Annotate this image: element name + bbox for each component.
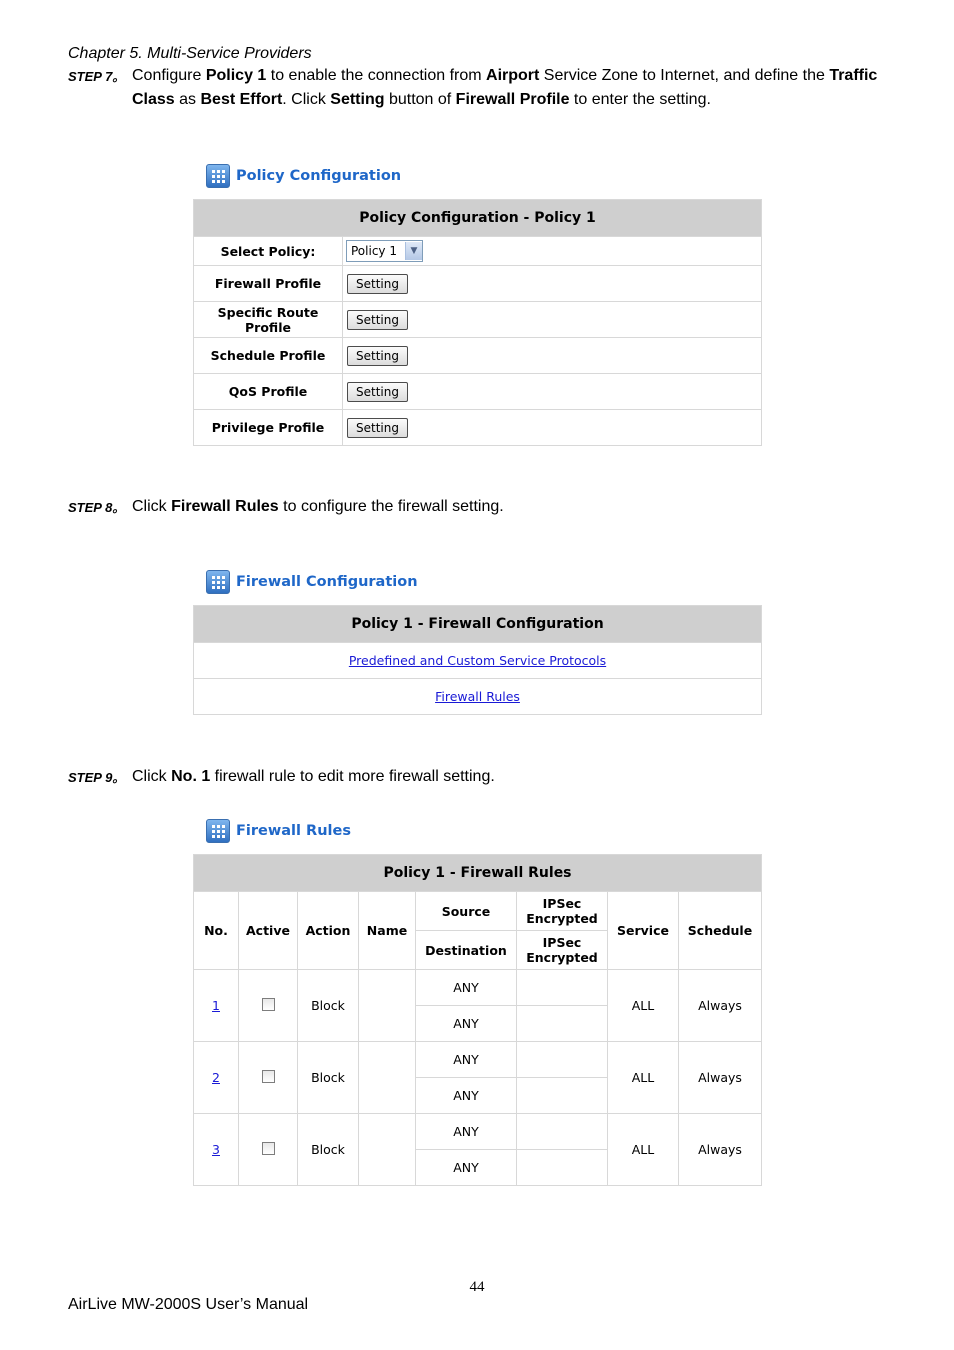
rule-2-action: Block <box>298 1042 359 1114</box>
firewall-config-header: Policy 1 - Firewall Configuration <box>194 606 762 643</box>
rule-3-source: ANY <box>416 1114 517 1150</box>
service-protocols-link[interactable]: Predefined and Custom Service Protocols <box>348 653 607 668</box>
step-9-tag: STEP 9。 <box>68 770 126 785</box>
rule-1-schedule: Always <box>679 970 762 1042</box>
policy-config-title-label: Policy Configuration <box>236 168 402 184</box>
rule-1-ipsec-source <box>517 970 608 1006</box>
chevron-down-icon[interactable]: ▼ <box>405 242 422 260</box>
step-7-tag: STEP 7。 <box>68 69 126 84</box>
step-7-text: Configure Policy 1 to enable the connection from Airport Service Zone to Internet, and define the Traffic Class as Best Effort. Click Setting button of Firewall Profile to enter the setting. <box>132 67 878 108</box>
col-ipsec-source: IPSec Encrypted <box>517 892 608 931</box>
grid-icon <box>206 819 230 843</box>
col-action: Action <box>298 892 359 970</box>
rule-3-destination: ANY <box>416 1150 517 1186</box>
col-active: Active <box>239 892 298 970</box>
rule-1-destination: ANY <box>416 1006 517 1042</box>
firewall-config-panel-title <box>206 570 418 594</box>
schedule-profile-label: Schedule Profile <box>194 338 343 374</box>
policy-config-table <box>193 199 762 446</box>
col-service: Service <box>608 892 679 970</box>
select-policy-label: Select Policy: <box>194 237 343 266</box>
firewall-rules-panel-title <box>206 819 351 843</box>
checkbox-icon[interactable] <box>262 998 275 1011</box>
step-8-text: Click Firewall Rules to configure the firewall setting. <box>132 498 504 515</box>
col-destination: Destination <box>416 931 517 970</box>
rule-3-name <box>359 1114 416 1186</box>
firewall-rules-header: Policy 1 - Firewall Rules <box>194 855 762 892</box>
firewall-config-table <box>193 605 762 715</box>
page-number: 44 <box>469 1279 485 1295</box>
rule-1-source: ANY <box>416 970 517 1006</box>
grid-icon <box>206 164 230 188</box>
rule-1-ipsec-destination <box>517 1006 608 1042</box>
schedule-profile-setting-button[interactable]: Setting <box>347 346 408 366</box>
col-source: Source <box>416 892 517 931</box>
specific-route-profile-setting-button[interactable]: Setting <box>347 310 408 330</box>
step-8-tag: STEP 8。 <box>68 500 126 515</box>
policy-config-panel-title <box>206 164 401 188</box>
rule-2-service: ALL <box>608 1042 679 1114</box>
rule-2-source: ANY <box>416 1042 517 1078</box>
rule-3-ipsec-source <box>517 1114 608 1150</box>
specific-route-profile-label: Specific Route Profile <box>194 302 343 338</box>
rule-2-name <box>359 1042 416 1114</box>
step-8 <box>68 495 898 519</box>
col-ipsec-destination: IPSec Encrypted <box>517 931 608 970</box>
privilege-profile-setting-button[interactable]: Setting <box>347 418 408 438</box>
manual-title: AirLive MW-2000S User’s Manual <box>68 1296 309 1313</box>
grid-icon <box>206 570 230 594</box>
rule-2-link[interactable]: 2 <box>212 1070 220 1085</box>
firewall-rules-link[interactable]: Firewall Rules <box>435 689 520 704</box>
step-7 <box>68 64 898 112</box>
col-schedule: Schedule <box>679 892 762 970</box>
rule-2-ipsec-destination <box>517 1078 608 1114</box>
rule-1-name <box>359 970 416 1042</box>
qos-profile-label: QoS Profile <box>194 374 343 410</box>
policy-select[interactable] <box>346 240 423 262</box>
firewall-rules-title-label: Firewall Rules <box>236 823 351 839</box>
table-row <box>194 1114 762 1150</box>
rule-3-ipsec-destination <box>517 1150 608 1186</box>
checkbox-icon[interactable] <box>262 1070 275 1083</box>
qos-profile-setting-button[interactable]: Setting <box>347 382 408 402</box>
rule-1-action: Block <box>298 970 359 1042</box>
firewall-profile-label: Firewall Profile <box>194 266 343 302</box>
chapter-title: Chapter 5. Multi-Service Providers <box>68 45 312 62</box>
policy-select-value: Policy 1 <box>351 244 397 258</box>
firewall-rules-table <box>193 854 762 1186</box>
rule-3-action: Block <box>298 1114 359 1186</box>
checkbox-icon[interactable] <box>262 1142 275 1155</box>
rule-2-ipsec-source <box>517 1042 608 1078</box>
col-no: No. <box>194 892 239 970</box>
rule-1-link[interactable]: 1 <box>212 998 220 1013</box>
table-row <box>194 1042 762 1078</box>
rule-3-service: ALL <box>608 1114 679 1186</box>
step-9 <box>68 765 898 789</box>
col-name: Name <box>359 892 416 970</box>
rule-2-destination: ANY <box>416 1078 517 1114</box>
firewall-profile-setting-button[interactable]: Setting <box>347 274 408 294</box>
table-row <box>194 970 762 1006</box>
policy-config-header: Policy Configuration - Policy 1 <box>194 200 762 237</box>
rule-3-link[interactable]: 3 <box>212 1142 220 1157</box>
rule-1-service: ALL <box>608 970 679 1042</box>
firewall-config-title-label: Firewall Configuration <box>236 574 418 590</box>
step-9-text: Click No. 1 firewall rule to edit more firewall setting. <box>132 768 495 785</box>
privilege-profile-label: Privilege Profile <box>194 410 343 446</box>
rule-3-schedule: Always <box>679 1114 762 1186</box>
rule-2-schedule: Always <box>679 1042 762 1114</box>
